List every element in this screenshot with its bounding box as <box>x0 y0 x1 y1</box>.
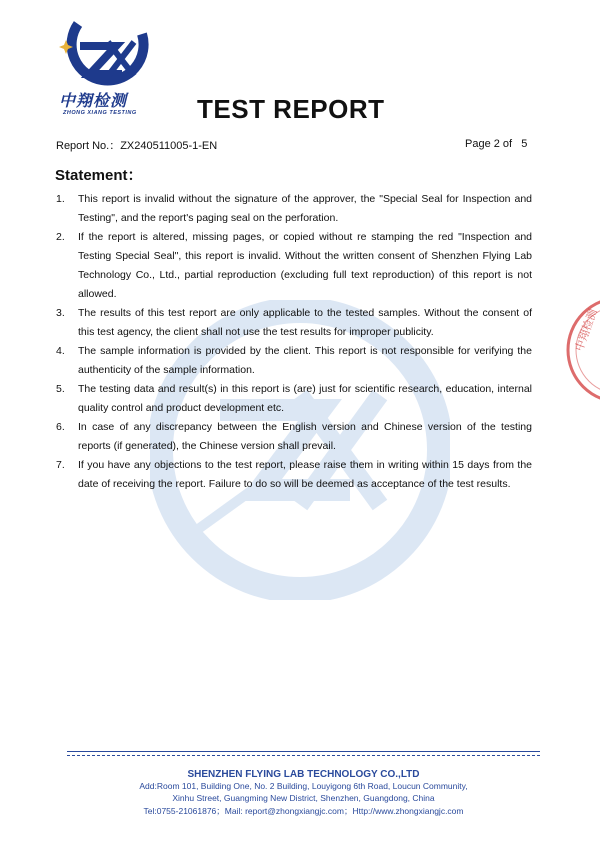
item-text: The results of this test report are only applicable to the tested samples. Without the consent of this test agency, the client shall not use the test results for improper publicity. <box>78 307 532 338</box>
footer-address-line2: Xinhu Street, Guangming New District, Shenzhen, Guangdong, China <box>172 792 435 803</box>
statement-item <box>56 418 532 456</box>
item-number: 3. <box>56 307 65 319</box>
page-number-label: Page 2 of <box>465 138 513 150</box>
item-text: The testing data and result(s) in this report is (are) just for scientific research, education, internal quality control and product development etc. <box>78 383 532 414</box>
item-number: 5. <box>56 383 65 395</box>
footer-divider-dashed <box>67 755 540 756</box>
inspection-seal-icon <box>560 290 600 410</box>
logo-chinese-name: 中翔检测 <box>59 91 128 110</box>
statement-item <box>56 190 532 228</box>
item-number: 4. <box>56 345 65 357</box>
item-number: 6. <box>56 421 65 433</box>
footer-address-line1: Add:Room 101, Building One, No. 2 Building, Louyigong 6th Road, Loucun Community, <box>139 781 468 791</box>
page-total: 5 <box>521 138 528 150</box>
item-number: 2. <box>56 231 65 243</box>
item-number: 7. <box>56 459 65 471</box>
item-text: If you have any objections to the test report, please raise them in writing within 15 days from the date of receiving the report. Failure to do so will be deemed as acceptance of the test results. <box>78 459 532 490</box>
item-text: This report is invalid without the signature of the approver, the "Special Seal for Inspection and Testing", and the report's paging seal on the perforation. <box>78 193 532 224</box>
footer <box>67 768 540 818</box>
footer-divider <box>67 751 540 752</box>
statement-item <box>56 228 532 304</box>
statement-item <box>56 380 532 418</box>
report-number: Report No.：ZX240511005-1-EN <box>56 140 218 152</box>
footer-contact: Tel:0755-21061876；Mail: report@zhongxiangjc.com；Http://www.zhongxiangjc.com <box>143 806 464 816</box>
logo-english-name: ZHONG XIANG TESTING <box>63 110 137 116</box>
footer-company: SHENZHEN FLYING LAB TECHNOLOGY CO.,LTD <box>187 769 420 780</box>
seal-text: 中翔检测 <box>572 307 600 354</box>
item-text: The sample information is provided by the client. This report is not responsible for verifying the authenticity of the sample information. <box>78 345 532 376</box>
statement-item <box>56 304 532 342</box>
page-number <box>465 138 527 150</box>
item-text: If the report is altered, missing pages, or copied without re stamping the red "Inspection and Testing Special Seal", this report is invalid. Without the written consent of Shenzhen Flying Lab Technology Co., Ltd., partial reproduction (excluding full text reproduction) of this report is not allowed. <box>78 231 532 300</box>
statement-list <box>56 190 532 494</box>
page-title: TEST REPORT <box>197 94 385 124</box>
item-text: In case of any discrepancy between the English version and Chinese version of the testing reports (if generated), the Chinese version shall prevail. <box>78 421 532 452</box>
statement-item <box>56 342 532 380</box>
statement-heading: Statement： <box>55 167 143 184</box>
statement-item <box>56 456 532 494</box>
item-number: 1. <box>56 193 65 205</box>
